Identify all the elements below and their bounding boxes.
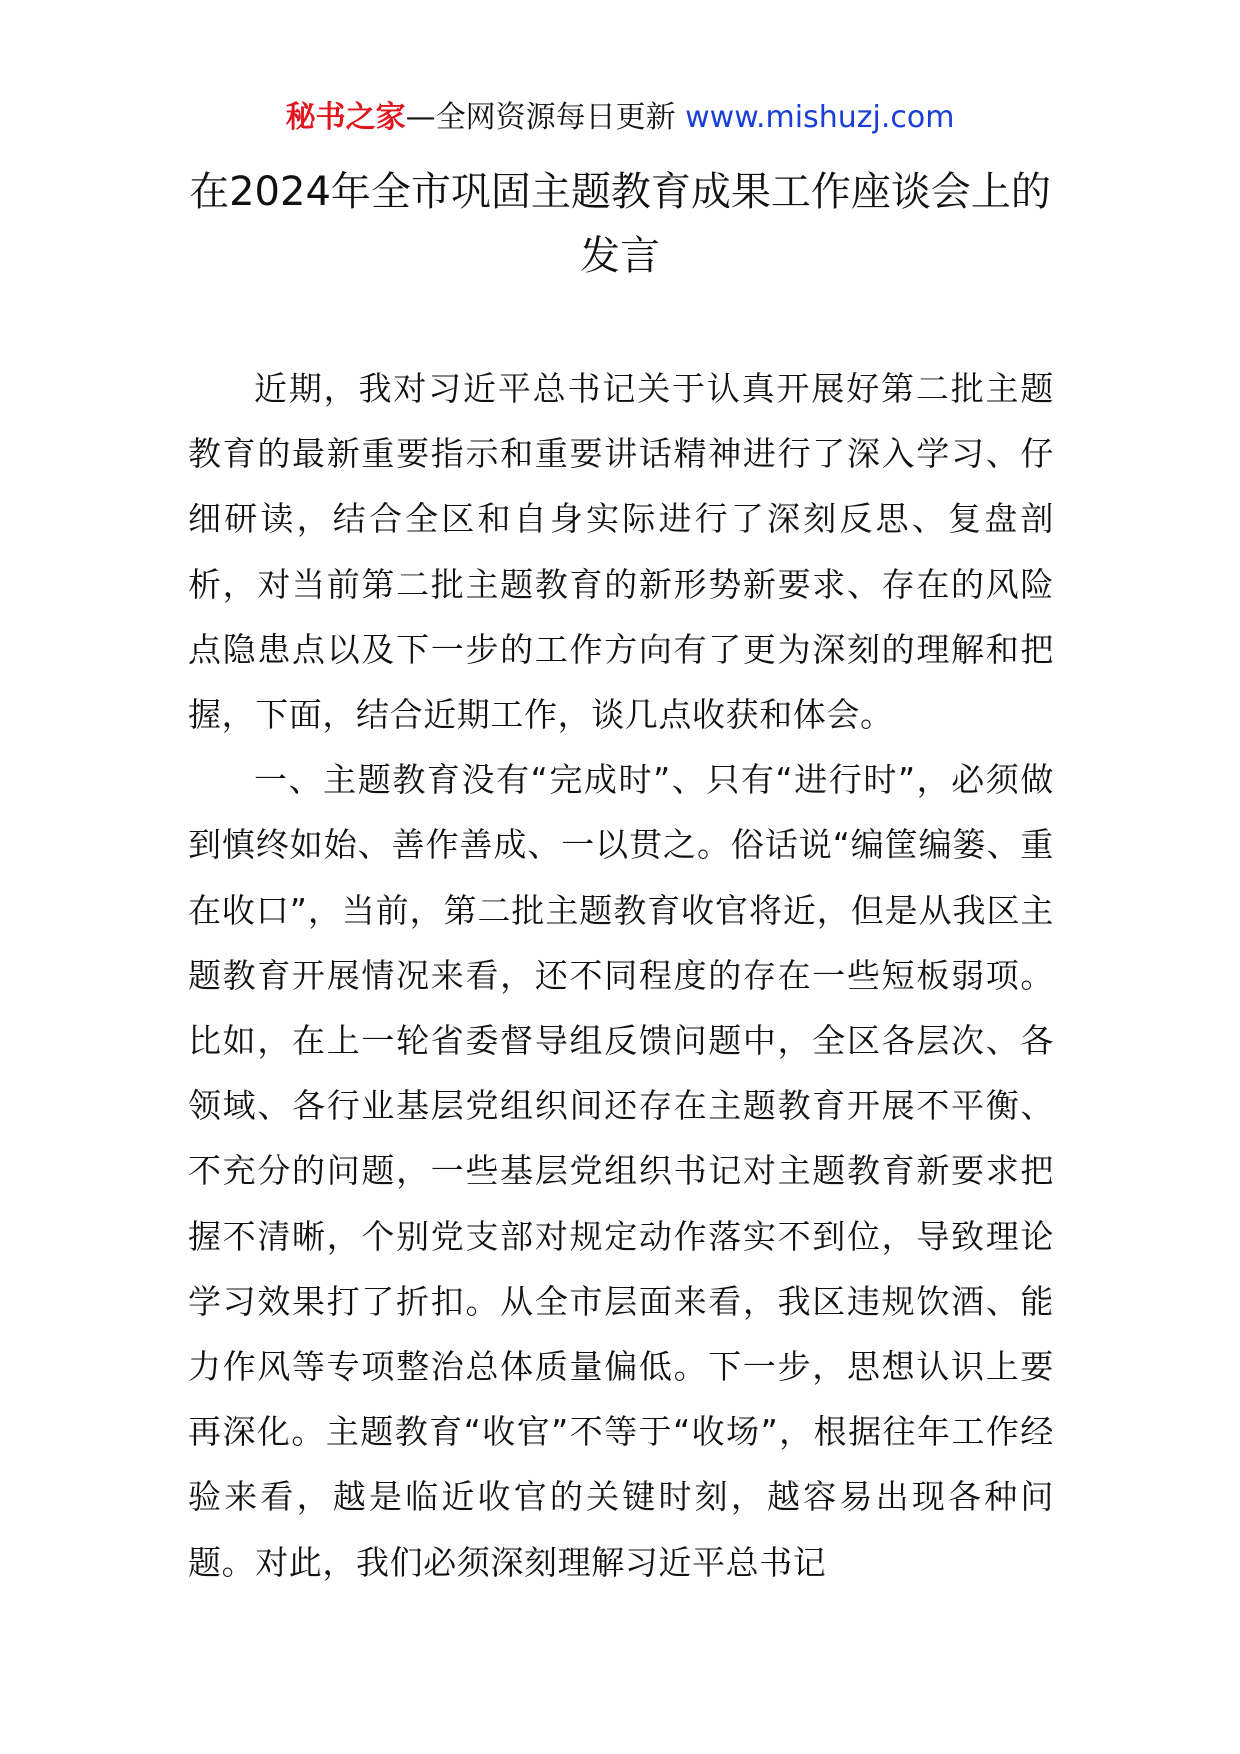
paragraph-section-one: 一、主题教育没有“完成时”、只有“进行时”，必须做到慎终如始、善作善成、一以贯之。俗话说“编筐编篓、重在收口”，当前，第二批主题教育收官将近，但是从我区主题教育开展情况来看，还不同程度的存在一些短板弱项。比如，在上一轮省委督导组反馈问题中，全区各层次、各领域、各行业基层党组织间还存在主题教育开展不平衡、不充分的问题，一些基层党组织书记对主题教育新要求把握不清晰，个别党支部对规定动作落实不到位，导致理论学习效果打了折扣。从全市层面来看，我区违规饮酒、能力作风等专项整治总体质量偏低。下一步，思想认识上要再深化。主题教育“收官”不等于“收场”，根据往年工作经验来看，越是临近收官的关键时刻，越容易出现各种问题。对此，我们必须深刻理解习近平总书记 (188, 760, 1054, 1582)
document-body (188, 356, 1054, 1595)
paragraph-intro: 近期，我对习近平总书记关于认真开展好第二批主题教育的最新重要指示和重要讲话精神进行了深入学习、仔细研读，结合全区和自身实际进行了深刻反思、复盘剖析，对当前第二批主题教育的新形势新要求、存在的风险点隐患点以及下一步的工作方向有了更为深刻的理解和把握，下面，结合近期工作，谈几点收获和体会。 (188, 369, 1054, 735)
site-tagline: —全网资源每日更新 (405, 100, 686, 135)
site-header (0, 98, 1240, 138)
site-url-link[interactable]: www.mishuzj.com (685, 100, 955, 135)
document-title: 在2024年全市巩固主题教育成果工作座谈会上的发言 (189, 169, 1051, 279)
site-brand: 秘书之家 (285, 100, 406, 135)
